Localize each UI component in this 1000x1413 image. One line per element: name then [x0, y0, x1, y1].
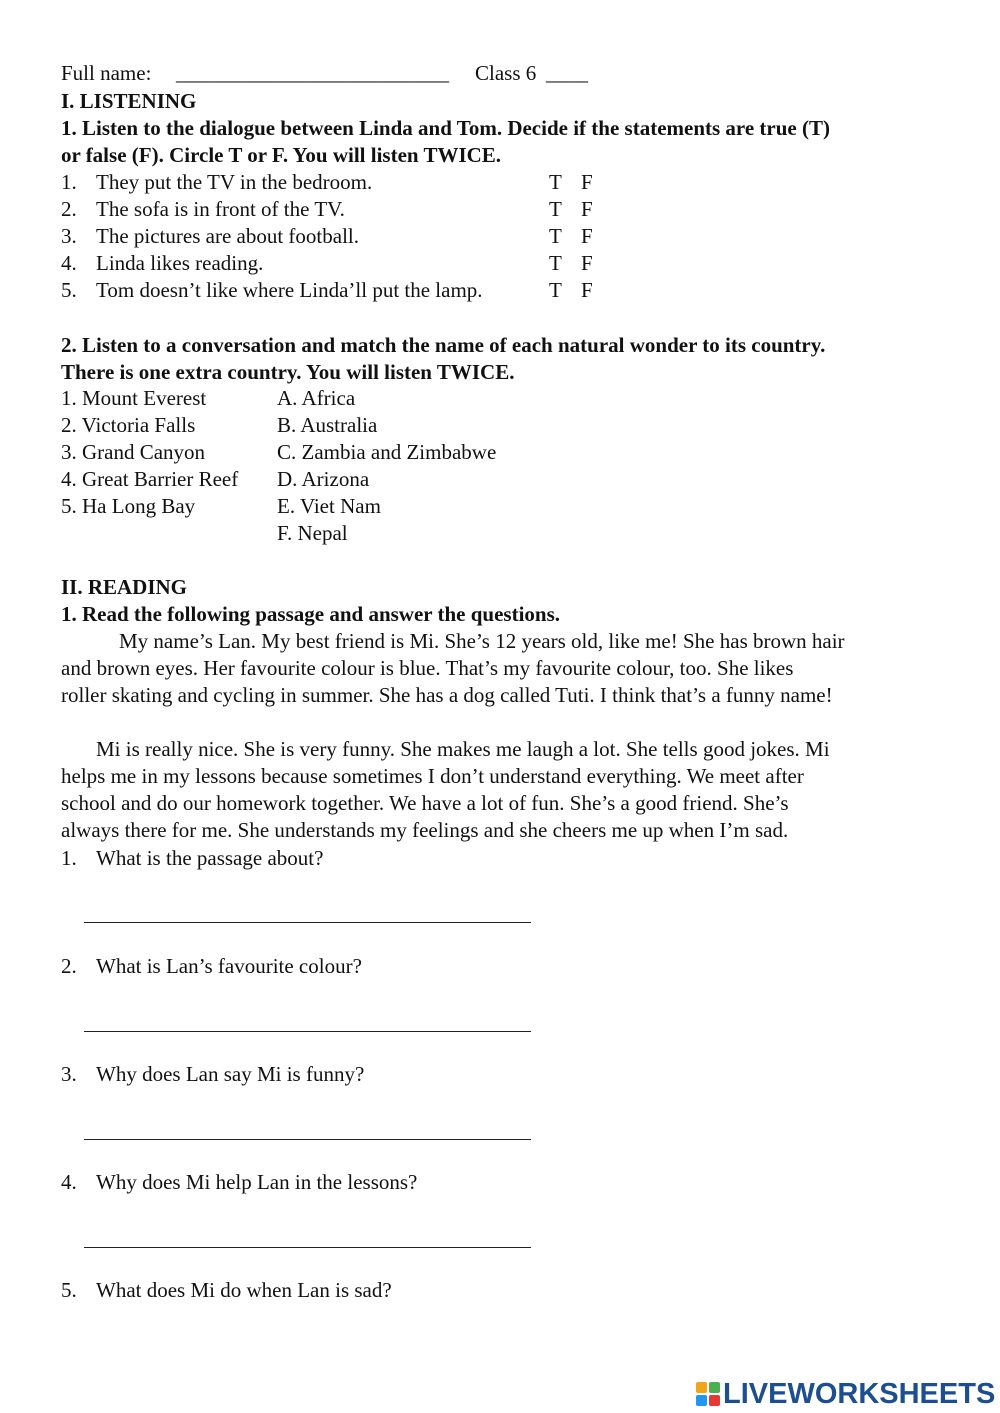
answer-line[interactable]	[84, 1139, 531, 1140]
tf-item-number: 4.	[61, 251, 77, 275]
question-item	[0, 845, 1000, 871]
passage-line: My name’s Lan. My best friend is Mi. She’s 12 years old, like me! She has brown hair	[119, 629, 845, 653]
passage-line: school and do our homework together. We have a lot of fun. She’s a good friend. She’s	[61, 791, 789, 815]
match-row	[0, 439, 1000, 465]
true-option[interactable]: T	[549, 278, 562, 302]
tf-options	[549, 196, 613, 222]
question-number: 5.	[61, 1278, 77, 1302]
question-text: Why does Mi help Lan in the lessons?	[96, 1170, 418, 1194]
tf-item	[0, 196, 1000, 222]
tf-item-text: Linda likes reading.	[96, 251, 264, 275]
true-option[interactable]: T	[549, 170, 562, 194]
answer-line[interactable]	[84, 1031, 531, 1032]
tf-item-text: They put the TV in the bedroom.	[96, 170, 373, 194]
class-field[interactable]: ____	[546, 61, 588, 85]
question-number: 1.	[61, 846, 77, 870]
tf-item-text: The pictures are about football.	[96, 224, 359, 248]
true-option[interactable]: T	[549, 224, 562, 248]
question-text: What is the passage about?	[96, 846, 324, 870]
match-row	[0, 385, 1000, 411]
false-option[interactable]: F	[581, 278, 593, 302]
false-option[interactable]: F	[581, 251, 593, 275]
tf-item-text: The sofa is in front of the TV.	[96, 197, 345, 221]
logo-square	[696, 1395, 707, 1406]
wonder-item[interactable]: 4. Great Barrier Reef	[61, 467, 239, 491]
tf-options	[549, 277, 613, 303]
full-name-label: Full name:	[61, 61, 152, 85]
question-text: What is Lan’s favourite colour?	[96, 954, 362, 978]
question-item	[0, 1277, 1000, 1303]
liveworksheets-logo-icon	[696, 1382, 720, 1406]
country-item[interactable]: F. Nepal	[277, 521, 348, 545]
reading-heading: II. READING	[61, 575, 188, 599]
liveworksheets-logo	[696, 1378, 995, 1410]
passage-line: roller skating and cycling in summer. She has a dog called Tuti. I think that’s a funny name!	[61, 683, 833, 707]
country-item[interactable]: A. Africa	[277, 386, 356, 410]
tf-item	[0, 223, 1000, 249]
question-text: What does Mi do when Lan is sad?	[96, 1278, 392, 1302]
tf-options	[549, 223, 613, 249]
tf-item-text: Tom doesn’t like where Linda’ll put the lamp.	[96, 278, 483, 302]
false-option[interactable]: F	[581, 170, 593, 194]
country-item[interactable]: E. Viet Nam	[277, 494, 381, 518]
false-option[interactable]: F	[581, 224, 593, 248]
wonder-item[interactable]: 5. Ha Long Bay	[61, 494, 196, 518]
logo-square	[696, 1382, 707, 1393]
passage-line: Mi is really nice. She is very funny. She makes me laugh a lot. She tells good jokes. Mi	[96, 737, 830, 761]
tf-options	[549, 169, 613, 195]
wonder-item[interactable]: 3. Grand Canyon	[61, 440, 206, 464]
country-item[interactable]: D. Arizona	[277, 467, 370, 491]
logo-square	[709, 1382, 720, 1393]
question-text: Why does Lan say Mi is funny?	[96, 1062, 365, 1086]
match-row	[0, 466, 1000, 492]
tf-item	[0, 169, 1000, 195]
passage-line: helps me in my lessons because sometimes I don’t understand everything. We meet after	[61, 764, 804, 788]
listening-part1-instruction-1: 1. Listen to the dialogue between Linda and Tom. Decide if the statements are true (T)	[61, 116, 830, 140]
full-name-field[interactable]: __________________________	[176, 61, 449, 85]
true-option[interactable]: T	[549, 197, 562, 221]
tf-item-number: 2.	[61, 197, 77, 221]
answer-line[interactable]	[84, 922, 531, 923]
question-number: 3.	[61, 1062, 77, 1086]
listening-part2-instruction-1: 2. Listen to a conversation and match the name of each natural wonder to its country.	[61, 333, 826, 357]
match-row	[0, 520, 1000, 546]
tf-item	[0, 250, 1000, 276]
match-row	[0, 412, 1000, 438]
tf-item-number: 1.	[61, 170, 77, 194]
country-item[interactable]: C. Zambia and Zimbabwe	[277, 440, 497, 464]
passage-line: always there for me. She understands my feelings and she cheers me up when I’m sad.	[61, 818, 789, 842]
tf-item	[0, 277, 1000, 303]
answer-line[interactable]	[84, 1247, 531, 1248]
country-item[interactable]: B. Australia	[277, 413, 378, 437]
wonder-item[interactable]: 2. Victoria Falls	[61, 413, 196, 437]
class-label: Class 6	[475, 61, 537, 85]
passage-line: and brown eyes. Her favourite colour is blue. That’s my favourite colour, too. She likes	[61, 656, 794, 680]
question-item	[0, 953, 1000, 979]
tf-options	[549, 250, 613, 276]
logo-square	[709, 1395, 720, 1406]
logo-text: LIVEWORKSHEETS	[723, 1377, 996, 1410]
question-item	[0, 1169, 1000, 1195]
reading-part1-instruction: 1. Read the following passage and answer the questions.	[61, 602, 561, 626]
listening-part2-instruction-2: There is one extra country. You will listen TWICE.	[61, 360, 515, 384]
tf-item-number: 3.	[61, 224, 77, 248]
tf-item-number: 5.	[61, 278, 77, 302]
question-number: 2.	[61, 954, 77, 978]
true-option[interactable]: T	[549, 251, 562, 275]
question-item	[0, 1061, 1000, 1087]
listening-part1-instruction-2: or false (F). Circle T or F. You will listen TWICE.	[61, 143, 502, 167]
listening-heading: I. LISTENING	[61, 89, 197, 113]
match-row	[0, 493, 1000, 519]
header-row	[0, 60, 1000, 86]
false-option[interactable]: F	[581, 197, 593, 221]
question-number: 4.	[61, 1170, 77, 1194]
wonder-item[interactable]: 1. Mount Everest	[61, 386, 207, 410]
